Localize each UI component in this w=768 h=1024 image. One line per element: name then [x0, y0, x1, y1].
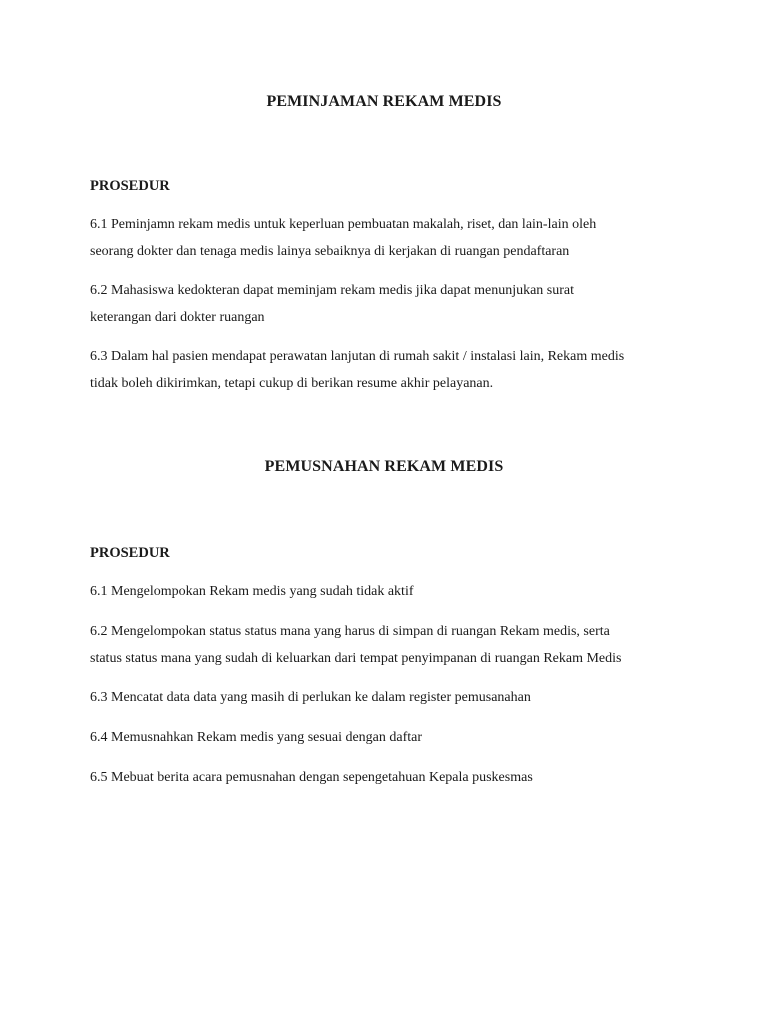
procedure-line: keterangan dari dokter ruangan: [90, 309, 265, 325]
procedure-item-6-4: [90, 725, 690, 752]
procedure-item-6-2: [90, 278, 690, 331]
procedure-line: seorang dokter dan tenaga medis lainya sebaiknya di kerjakan di ruangan pendaftaran: [90, 243, 570, 259]
procedure-item-6-3: [90, 685, 690, 712]
procedure-item-6-5: [90, 765, 690, 792]
procedure-item-6-1: [90, 212, 690, 265]
procedure-item-6-1: [90, 579, 690, 606]
procedure-line: 6.2 Mahasiswa kedokteran dapat meminjam rekam medis jika dapat menunjukan surat: [90, 283, 575, 298]
procedure-line: 6.3 Mencatat data data yang masih di perlukan ke dalam register pemusanahan: [90, 690, 531, 705]
procedure-line: 6.2 Mengelompokan status status mana yang harus di simpan di ruangan Rekam medis, serta: [90, 624, 610, 639]
procedure-line: status status mana yang sudah di keluarkan dari tempat penyimpanan di ruangan Rekam Medis: [90, 650, 622, 666]
procedure-line: tidak boleh dikirimkan, tetapi cukup di berikan resume akhir pelayanan.: [90, 375, 494, 391]
section-title-peminjaman: PEMINJAMAN REKAM MEDIS: [266, 93, 502, 110]
procedure-line: 6.3 Dalam hal pasien mendapat perawatan lanjutan di rumah sakit / instalasi lain, Rekam medis: [90, 349, 625, 364]
section-title-pemusnahan: PEMUSNAHAN REKAM MEDIS: [264, 458, 504, 475]
procedure-line: 6.1 Peminjamn rekam medis untuk keperluan pembuatan makalah, riset, dan lain-lain oleh: [90, 217, 597, 232]
procedure-line: 6.4 Memusnahkan Rekam medis yang sesuai dengan daftar: [90, 730, 423, 745]
procedure-item-6-2: [90, 619, 690, 672]
procedure-line: 6.1 Mengelompokan Rekam medis yang sudah tidak aktif: [90, 584, 414, 599]
procedure-line: 6.5 Mebuat berita acara pemusnahan dengan sepengetahuan Kepala puskesmas: [90, 770, 533, 785]
section-subtitle-prosedur-1: PROSEDUR: [90, 178, 170, 194]
procedure-item-6-3: [90, 344, 690, 397]
section-subtitle-prosedur-2: PROSEDUR: [90, 545, 170, 561]
